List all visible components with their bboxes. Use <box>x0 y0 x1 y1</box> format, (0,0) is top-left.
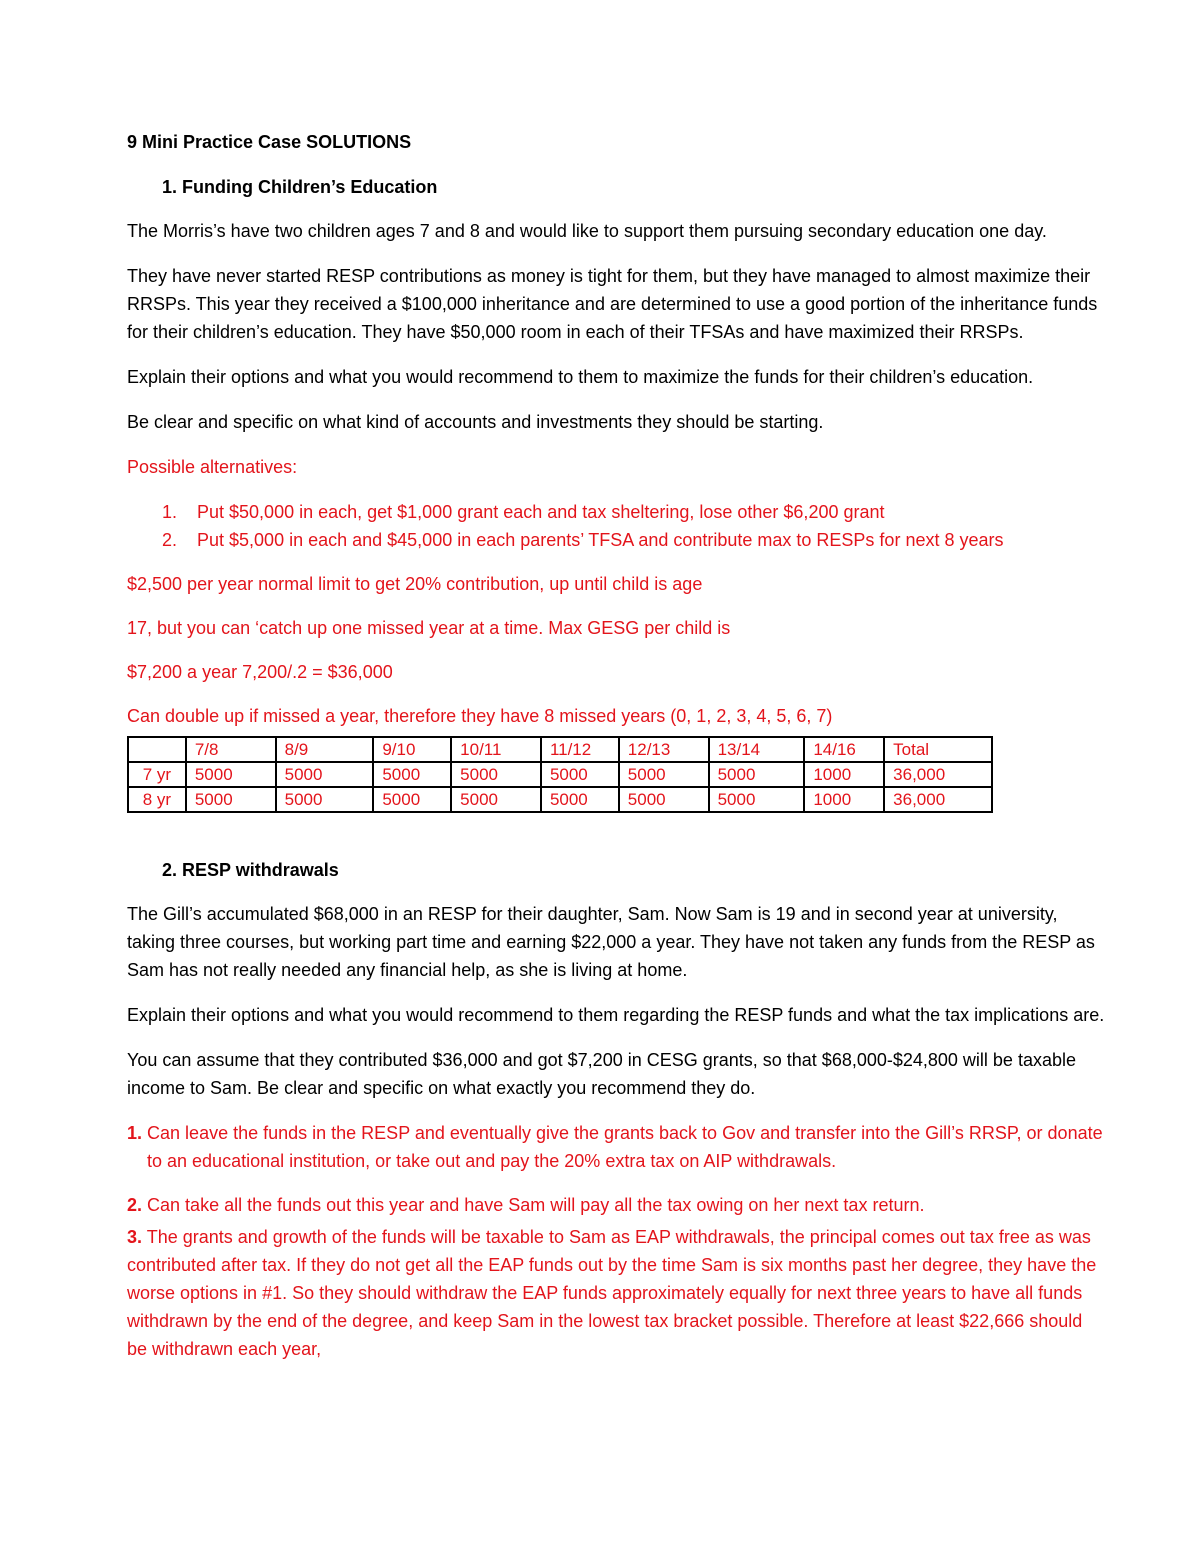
table-cell: 5000 <box>276 762 374 787</box>
table-cell: 5000 <box>373 787 451 812</box>
answer-number: 1. <box>127 1123 143 1143</box>
document-page <box>127 128 1107 1363</box>
section-2-paragraph: The Gill’s accumulated $68,000 in an RESP for their daughter, Sam. Now Sam is 19 and in second year at university, taking three courses, but working part time and earning $22,000 a year. They have not taken any funds from the RESP as Sam has not really needed any financial help, as she is living at home. <box>127 904 1095 980</box>
table-row-label: 7 yr <box>128 762 186 787</box>
answer-item <box>127 1191 1107 1219</box>
table-header-cell: 8/9 <box>276 737 374 762</box>
list-item-number: 1. <box>162 502 178 522</box>
table-header-cell: Total <box>884 737 992 762</box>
table-cell: 36,000 <box>884 762 992 787</box>
list-item <box>127 498 1107 526</box>
answer-item <box>127 1119 1107 1175</box>
answer-number: 2. <box>127 1195 143 1215</box>
table-header-row <box>128 737 992 762</box>
section-1-paragraph: They have never started RESP contributions as money is tight for them, but they have managed to almost maximize their RRSPs. This year they received a $100,000 inheritance and are determined to use a good portion of the inheritance funds for their children’s education. They have $50,000 room in each of their TFSAs and have maximized their RRSPs. <box>127 266 1098 342</box>
section-1-heading: 1. Funding Children’s Education <box>162 177 438 197</box>
section-2-heading: 2. RESP withdrawals <box>162 860 339 880</box>
answer-text: Can take all the funds out this year and have Sam will pay all the tax owing on her next tax return. <box>147 1195 925 1215</box>
note-line: Can double up if missed a year, therefore they have 8 missed years (0, 1, 2, 3, 4, 5, 6, 7) <box>127 706 833 726</box>
table-header-cell <box>128 737 186 762</box>
table-header-cell: 11/12 <box>541 737 619 762</box>
answer-text: The grants and growth of the funds will be taxable to Sam as EAP withdrawals, the principal comes out tax free as was contributed after tax. If they do not get all the EAP funds out by the time Sam is six months past her degree, they have the worse options in #1. So they should withdraw the EAP funds approximately equally for next three years to have all funds withdrawn by the end of the degree, and keep Sam in the lowest tax bracket possible. Therefore at least $22,666 should be withdrawn each year, <box>127 1227 1097 1359</box>
table-header-cell: 7/8 <box>186 737 276 762</box>
answer-number: 3. <box>127 1227 143 1247</box>
table-cell: 5000 <box>186 787 276 812</box>
table-cell: 5000 <box>619 762 709 787</box>
table-cell: 5000 <box>541 787 619 812</box>
table-header-cell: 12/13 <box>619 737 709 762</box>
table-cell: 1000 <box>804 762 884 787</box>
alternatives-label: Possible alternatives: <box>127 457 298 477</box>
table-header-cell: 10/11 <box>451 737 541 762</box>
table-cell: 5000 <box>186 762 276 787</box>
section-2-paragraph: You can assume that they contributed $36,000 and got $7,200 in CESG grants, so that $68,000-$24,800 will be taxable income to Sam. Be clear and specific on what exactly you recommend they do. <box>127 1050 1076 1098</box>
table-row <box>128 762 992 787</box>
contribution-table <box>127 736 993 813</box>
table-cell: 5000 <box>451 787 541 812</box>
list-item-text: Put $50,000 in each, get $1,000 grant each and tax sheltering, lose other $6,200 grant <box>197 502 885 522</box>
alternatives-list <box>127 498 1107 554</box>
table-header-cell: 14/16 <box>804 737 884 762</box>
table-cell: 36,000 <box>884 787 992 812</box>
section-2-paragraph: Explain their options and what you would recommend to them regarding the RESP funds and what the tax implications are. <box>127 1005 1105 1025</box>
note-line: $7,200 a year 7,200/.2 = $36,000 <box>127 662 393 682</box>
answer-item <box>127 1223 1107 1363</box>
table-header-cell: 9/10 <box>373 737 451 762</box>
list-item <box>127 526 1107 554</box>
table-cell: 1000 <box>804 787 884 812</box>
table-cell: 5000 <box>619 787 709 812</box>
section-1-paragraph: The Morris’s have two children ages 7 and 8 and would like to support them pursuing secondary education one day. <box>127 221 1047 241</box>
table-cell: 5000 <box>373 762 451 787</box>
note-line: 17, but you can ‘catch up one missed year at a time. Max GESG per child is <box>127 618 731 638</box>
table-cell: 5000 <box>541 762 619 787</box>
list-item-number: 2. <box>162 530 178 550</box>
list-item-text: Put $5,000 in each and $45,000 in each parents’ TFSA and contribute max to RESPs for next 8 years <box>197 530 1004 550</box>
table-header-cell: 13/14 <box>709 737 805 762</box>
table-cell: 5000 <box>451 762 541 787</box>
table-row-label: 8 yr <box>128 787 186 812</box>
table-cell: 5000 <box>709 762 805 787</box>
answer-text: Can leave the funds in the RESP and eventually give the grants back to Gov and transfer into the Gill’s RRSP, or donate to an educational institution, or take out and pay the 20% extra tax on AIP withdrawals. <box>147 1123 1103 1171</box>
table-cell: 5000 <box>709 787 805 812</box>
section-1-paragraph: Explain their options and what you would recommend to them to maximize the funds for their children’s education. <box>127 367 1034 387</box>
document-title: 9 Mini Practice Case SOLUTIONS <box>127 132 412 152</box>
table-cell: 5000 <box>276 787 374 812</box>
section-1-paragraph: Be clear and specific on what kind of accounts and investments they should be starting. <box>127 412 824 432</box>
note-line: $2,500 per year normal limit to get 20% contribution, up until child is age <box>127 574 703 594</box>
table-row <box>128 787 992 812</box>
